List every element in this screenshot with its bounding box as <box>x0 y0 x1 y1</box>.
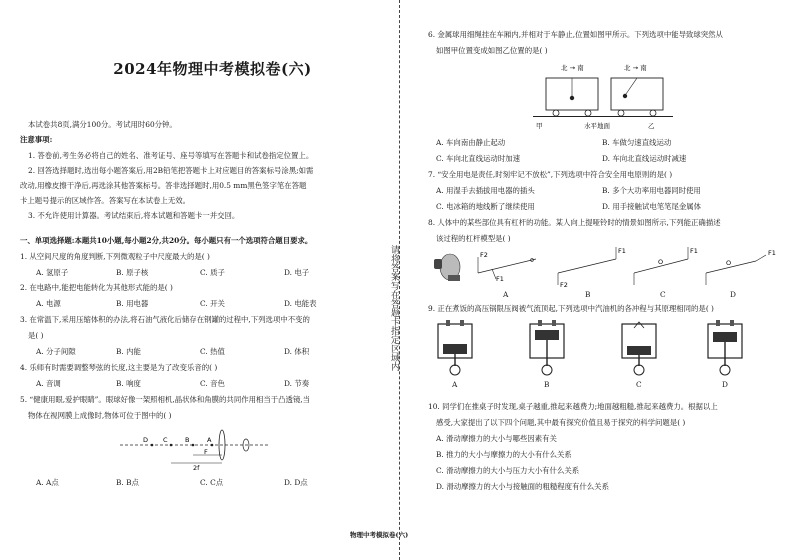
option: B. 用电器 <box>116 299 149 308</box>
question-stem: 3. 在常温下,采用压缩体积的办法,将石油气液化后储存在钢罐的过程中,下列选项中不变的 <box>20 315 310 324</box>
question-stem-cont: 是( ) <box>28 331 44 340</box>
option: A. 车向南由静止起动 <box>436 138 506 147</box>
option: C <box>636 380 642 389</box>
option: D. 体积 <box>284 347 310 356</box>
figure-label-yi: 乙 <box>648 122 655 130</box>
point-label-c: C <box>163 436 168 444</box>
question-stem: 7. “安全用电是责任,时刻牢记不放松”,下列选项中符合安全用电原则的是( ) <box>428 170 673 179</box>
option: B. 车做匀速直线运动 <box>602 138 672 147</box>
question-stem: 8. 人体中的某些部位具有杠杆的功能。某人向上提哑铃时的情景如图所示,下列能正确描述 <box>428 218 721 227</box>
notice-item: 卡上题号提示的区域作答。答案写在本试卷上无效。 <box>20 196 190 205</box>
engine-c <box>622 322 656 375</box>
right-column <box>408 0 794 560</box>
question-stem-cont: 感受,大家提出了以下四个问题,其中最有探究价值且易于探究的科学问题是( ) <box>436 418 686 427</box>
pivot-label: O <box>658 258 664 266</box>
force-label: F1 <box>768 249 776 257</box>
notice-item: 2. 回答选择题时,选出每小题答案后,用2B铅笔把答题卡上对应题目的答案标号涂黑;如需 <box>28 166 314 175</box>
question-stem-cont: 物体在视网膜上成像时,物体可位于图中的( ) <box>28 411 172 420</box>
option: B <box>544 380 550 389</box>
option: C. 音色 <box>200 379 225 388</box>
figure-label-jia: 甲 <box>536 122 543 130</box>
option: D. 电子 <box>284 268 310 277</box>
engine-d <box>708 320 742 375</box>
option: B. B点 <box>116 478 139 487</box>
option: A. 用湿手去插拔用电器的插头 <box>436 186 535 195</box>
question-stem: 10. 同学们在推桌子时发现,桌子越重,推起来越费力;地面越粗糙,推起来越费力。根据以上 <box>428 402 718 411</box>
focal-label: F <box>204 448 208 456</box>
notice-heading: 注意事项: <box>20 135 53 144</box>
option: B. 推力的大小与摩擦力的大小有什么关系 <box>436 450 572 459</box>
notice-item: 3. 不允许使用计算器。考试结束后,将本试题和答题卡一并交回。 <box>28 211 240 220</box>
question-stem: 1. 从空间尺度的角度判断,下列微观粒子中尺度最大的是( ) <box>20 252 210 261</box>
pivot-label: O <box>726 259 732 267</box>
option: A. 滑动摩擦力的大小与哪些因素有关 <box>436 434 557 443</box>
option: A. A点 <box>36 478 59 487</box>
option: D. 电能表 <box>284 299 317 308</box>
question-stem: 5. “健康用眼,爱护眼睛”。眼球好像一架照相机,晶状体和角膜的共同作用相当于凸透镜,当 <box>20 395 311 404</box>
option: C. C点 <box>200 478 224 487</box>
page-title: 2024年物理中考模拟卷(六) <box>113 60 312 78</box>
point-label-a: A <box>207 436 212 444</box>
option: D. 车向北直线运动时减速 <box>602 154 687 163</box>
option: A. 分子间隙 <box>36 347 76 356</box>
force-label: F1 <box>618 247 626 255</box>
option: B. 内能 <box>116 347 141 356</box>
strip-instruction: 请将答案写在答题卡指定区域内 <box>389 245 399 371</box>
option: C. 质子 <box>200 268 225 277</box>
cut-line <box>399 0 400 560</box>
question-stem-cont: 该过程的杠杆模型是( ) <box>436 234 511 243</box>
left-column <box>0 0 382 560</box>
intro-line: 本试卷共8页,满分100分。考试用时60分钟。 <box>28 120 177 129</box>
option: A. 电源 <box>36 299 61 308</box>
binding-strip <box>382 0 408 560</box>
lever-diagram <box>408 245 794 300</box>
train-car-diagram <box>408 58 794 138</box>
direction-label-2: 北 → 南 <box>624 64 647 72</box>
engine-a <box>438 320 472 375</box>
force-label: F1 <box>690 247 698 255</box>
option: C. 热值 <box>200 347 225 356</box>
option: B <box>585 290 591 299</box>
option: A. 音调 <box>36 379 61 388</box>
notice-item: 1. 答卷前,考生务必将自己的姓名、准考证号、座号等填写在答题卡和试卷指定位置上。 <box>28 151 314 160</box>
point-label-b: B <box>185 436 190 444</box>
option: B. 多个大功率用电器同时使用 <box>602 186 701 195</box>
force-label: F2 <box>480 251 488 259</box>
option: C. 电冰箱的地线断了继续使用 <box>436 202 535 211</box>
question-stem-cont: 如图甲位置变成如图乙位置的是( ) <box>436 46 548 55</box>
ground-label: 水平地面 <box>584 122 610 130</box>
direction-label: 北 → 南 <box>561 64 584 72</box>
section-heading: 一、单项选择题:本题共10小题,每小题2分,共20分。每小题只有一个选项符合题目要求。 <box>20 236 313 245</box>
question-stem: 4. 乐师有时需要调整琴弦的长度,这主要是为了改变乐音的( ) <box>20 363 218 372</box>
option: C. 滑动摩擦力的大小与压力大小有什么关系 <box>436 466 580 475</box>
option: D. 用手接触试电笔笔尾金属体 <box>602 202 702 211</box>
page-footer: 物理中考模拟卷(六) <box>350 531 409 539</box>
force-label: F2 <box>560 281 568 289</box>
option: C. 车向北直线运动时加速 <box>436 154 520 163</box>
option: B. 原子核 <box>116 268 149 277</box>
engine-strokes-diagram <box>408 318 794 378</box>
option: D. D点 <box>284 478 308 487</box>
option: D. 节奏 <box>284 379 310 388</box>
question-stem: 6. 金属球用细绳挂在车厢内,并相对于车静止,位置如图甲所示。下列选项中能导致球突然从 <box>428 30 723 39</box>
option: C. 开关 <box>200 299 225 308</box>
option: A <box>452 380 458 389</box>
question-stem: 9. 正在煮饭的高压锅限压阀被气流顶起,下列选项中汽油机的各冲程与其原理相同的是( ) <box>428 304 714 313</box>
option: C <box>660 290 666 299</box>
notice-item: 改动,用橡皮擦干净后,再选涂其他答案标号。答非选择题时,用0.5 mm黑色签字笔在答题 <box>20 181 307 190</box>
point-label-d: D <box>143 436 149 444</box>
option: D <box>730 290 736 299</box>
option: A <box>503 290 509 299</box>
force-label: F1 <box>496 275 504 283</box>
option: D. 滑动摩擦力的大小与接触面的粗糙程度有什么关系 <box>436 482 609 491</box>
lens-diagram <box>0 425 382 485</box>
double-focal-label: 2f <box>193 464 200 472</box>
question-stem: 2. 在电路中,能把电能转化为其他形式能的是( ) <box>20 283 173 292</box>
option: D <box>722 380 728 389</box>
option: A. 氢原子 <box>36 268 69 277</box>
option: B. 响度 <box>116 379 141 388</box>
engine-b <box>530 320 564 375</box>
